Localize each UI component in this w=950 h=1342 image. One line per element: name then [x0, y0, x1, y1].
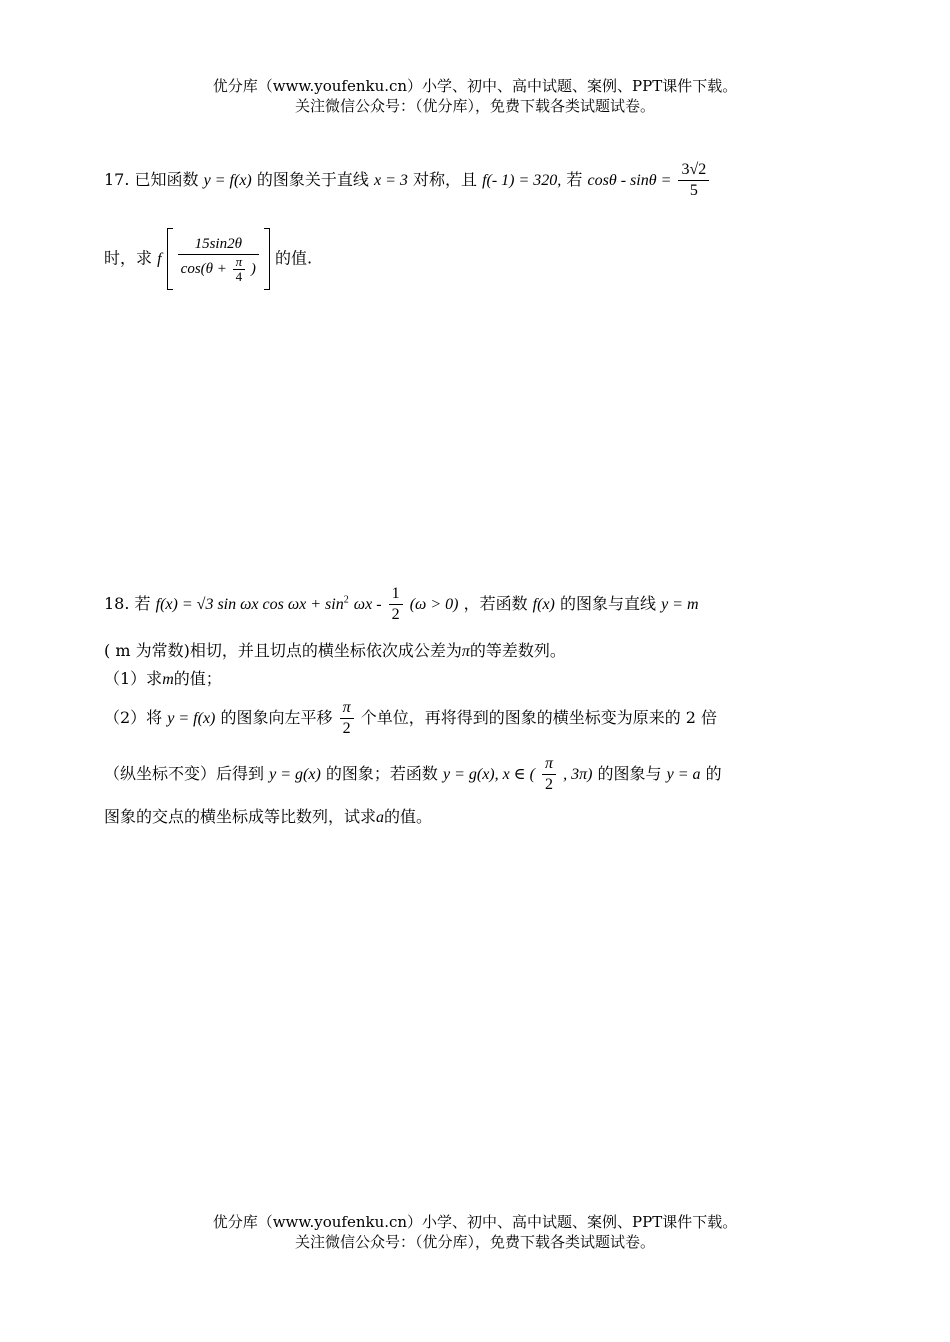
q17-formula: cosθ - sinθ = [587, 172, 672, 189]
fraction-denominator: 5 [689, 182, 698, 199]
q17-text: 若 [566, 170, 583, 189]
q18-formula: y = g(x), x ∈ ( [442, 766, 535, 783]
q18-text: （2）将 [104, 708, 163, 727]
floor-bracket [167, 228, 270, 290]
q18-line-1 [104, 584, 699, 625]
pi-symbol: π [461, 643, 470, 660]
q18-line-2 [104, 640, 566, 663]
variable-a: a [376, 809, 385, 826]
q18-text: ( m 为常数)相切，并且切点的横坐标依次成公差为 [104, 641, 462, 660]
fraction-numerator: π [233, 255, 246, 270]
q18-text: 的图象向左平移 [220, 708, 333, 727]
denominator-text: cos(θ + [180, 260, 227, 277]
q18-text: 个单位，再将得到的图象的横坐标变为原来的 2 倍 [360, 708, 718, 727]
header-line-2: 关注微信公众号：（优分库），免费下载各类试题试卷。 [294, 97, 655, 115]
exponent: 2 [343, 594, 349, 606]
q17-text: 的图象关于直线 [256, 170, 369, 189]
q18-text: 的 [705, 764, 722, 783]
q18-formula: ωx - [353, 596, 382, 613]
denominator-text: ) [250, 260, 256, 277]
q18-formula: (ω > 0) [409, 596, 459, 613]
q17-formula: y = f(x) [203, 172, 252, 189]
q18-part-2-end [104, 806, 432, 829]
q17-fraction [678, 160, 709, 201]
fraction-denominator [178, 255, 259, 284]
q18-text: ，若函数 [463, 594, 528, 613]
q18-text: 的值； [173, 669, 222, 688]
half-fraction [389, 584, 403, 625]
q18-text: （1）求 [104, 669, 163, 688]
q18-text: 若 [134, 594, 151, 613]
q18-formula: y = f(x) [167, 710, 216, 727]
q17-text: 已知函数 [134, 170, 199, 189]
q17-formula: f [157, 250, 162, 268]
q17-number: 17. [104, 170, 130, 189]
q18-text: 的图象与 [597, 764, 662, 783]
q18-part-2 [104, 698, 717, 739]
q17-text: 时，求 [104, 248, 153, 268]
fraction-numerator: 3√2 [678, 160, 709, 181]
q18-text: 的图象与直线 [559, 594, 656, 613]
fraction-denominator: 2 [545, 776, 553, 793]
q18-part-2-cont [104, 754, 722, 795]
fraction-numerator: π [542, 754, 556, 775]
variable-m: m [162, 671, 174, 688]
header-line-1: 优分库（www.youfenku.cn）小学、初中、高中试题、案例、PPT课件下载。 [212, 77, 738, 95]
fraction-denominator: 2 [391, 606, 400, 623]
q18-text: 的等差数列。 [469, 641, 566, 660]
q18-text: 图象的交点的横坐标成等比数列，试求 [104, 807, 377, 826]
q18-formula: f(x) [532, 596, 555, 613]
q18-text: （纵坐标不变）后得到 [104, 764, 265, 783]
q18-formula: y = g(x) [269, 766, 321, 783]
footer-line-1: 优分库（www.youfenku.cn）小学、初中、高中试题、案例、PPT课件下载。 [212, 1213, 738, 1231]
q17-line-2 [104, 228, 312, 290]
q17-line-1 [104, 160, 711, 201]
fraction-denominator: 4 [235, 269, 243, 284]
pi-over-2 [542, 754, 556, 795]
q17-formula: x = 3 [373, 172, 408, 189]
fraction-numerator: π [340, 698, 354, 719]
pi-over-2 [340, 698, 354, 739]
footer-line-2: 关注微信公众号：（优分库），免费下载各类试题试卷。 [294, 1233, 655, 1251]
q18-number: 18. [104, 594, 130, 613]
fraction-numerator: 1 [389, 584, 403, 605]
q17-formula: f(- 1) = 320, [482, 172, 562, 189]
fraction-denominator: 2 [342, 720, 351, 737]
q18-formula: y = m [661, 596, 699, 613]
q17-text: 的值. [275, 248, 313, 268]
page-header [0, 76, 950, 116]
q18-formula: , 3π) [563, 766, 593, 783]
q18-formula: y = a [666, 766, 701, 783]
q18-part-1 [104, 668, 222, 691]
page-footer [0, 1212, 950, 1252]
q18-text: 的图象；若函数 [325, 764, 438, 783]
q18-formula: f(x) = √3 sin ωx cos ωx + sin [155, 596, 344, 613]
pi-over-4 [233, 255, 246, 284]
fraction-numerator: 15sin2θ [178, 234, 259, 255]
q18-text: 的值。 [384, 807, 433, 826]
q17-inner-fraction [178, 234, 259, 284]
q17-text: 对称，且 [412, 170, 477, 189]
